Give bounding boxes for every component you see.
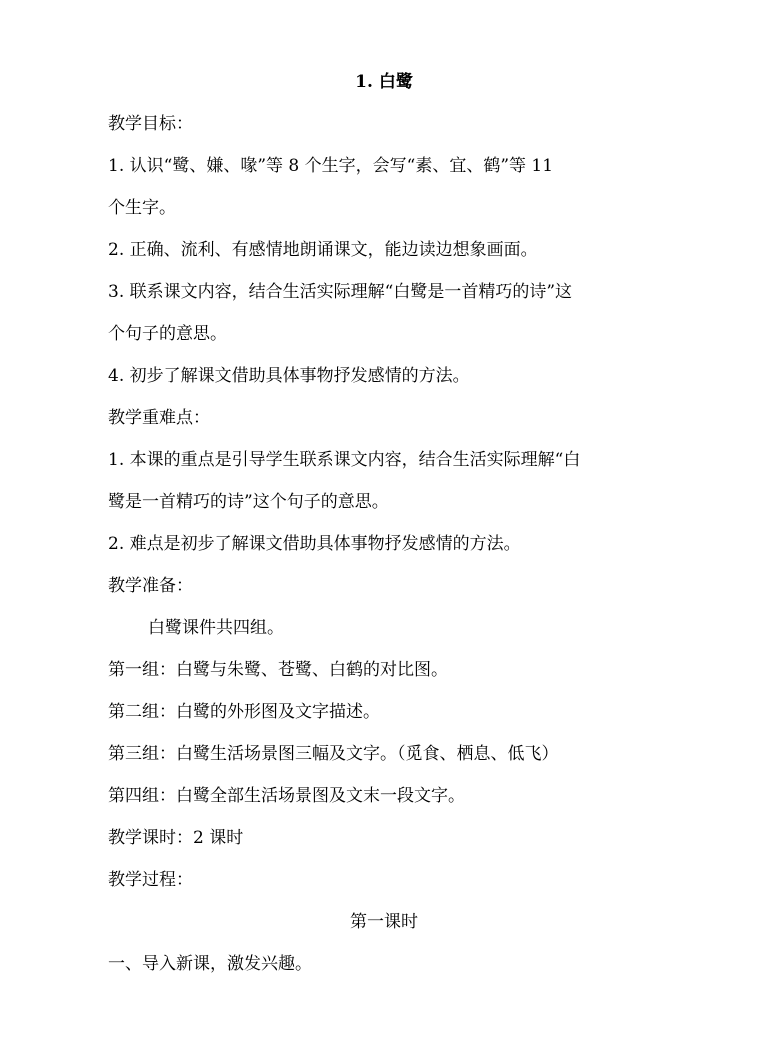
preparation-group-4: 第四组：白鹭全部生活场景图及文末一段文字。 [108, 786, 465, 806]
objectives-heading: 教学目标： [108, 114, 193, 134]
key-point-1-line-1: 1. 本课的重点是引导学生联系课文内容，结合生活实际理解“白 [108, 450, 581, 470]
objective-1-line-1: 1. 认识“鹭、嫌、喙”等 8 个生字，会写“素、宜、鹤”等 11 [108, 156, 554, 176]
objective-3-line-1: 3. 联系课文内容，结合生活实际理解“白鹭是一首精巧的诗”这 [108, 282, 573, 302]
key-point-2: 2. 难点是初步了解课文借助具体事物抒发感情的方法。 [108, 534, 521, 554]
objective-1-line-2: 个生字。 [108, 198, 176, 218]
preparation-heading: 教学准备： [108, 576, 193, 596]
document-title: 1. 白鹭 [355, 72, 413, 92]
objective-4: 4. 初步了解课文借助具体事物抒发感情的方法。 [108, 366, 470, 386]
step-1: 一、导入新课，激发兴趣。 [108, 954, 312, 974]
preparation-intro: 白鹭课件共四组。 [148, 618, 284, 638]
class-hours: 教学课时：2 课时 [108, 828, 244, 848]
objective-2: 2. 正确、流利、有感情地朗诵课文，能边读边想象画面。 [108, 240, 538, 260]
preparation-group-2: 第二组：白鹭的外形图及文字描述。 [108, 702, 380, 722]
preparation-group-3: 第三组：白鹭生活场景图三幅及文字。（觅食、栖息、低飞） [108, 744, 559, 764]
process-heading: 教学过程： [108, 870, 193, 890]
objective-3-line-2: 个句子的意思。 [108, 324, 227, 344]
preparation-group-1: 第一组：白鹭与朱鹭、苍鹭、白鹤的对比图。 [108, 660, 448, 680]
lesson-1-heading: 第一课时 [350, 912, 418, 932]
key-points-heading: 教学重难点： [108, 408, 210, 428]
key-point-1-line-2: 鹭是一首精巧的诗”这个句子的意思。 [108, 492, 389, 512]
